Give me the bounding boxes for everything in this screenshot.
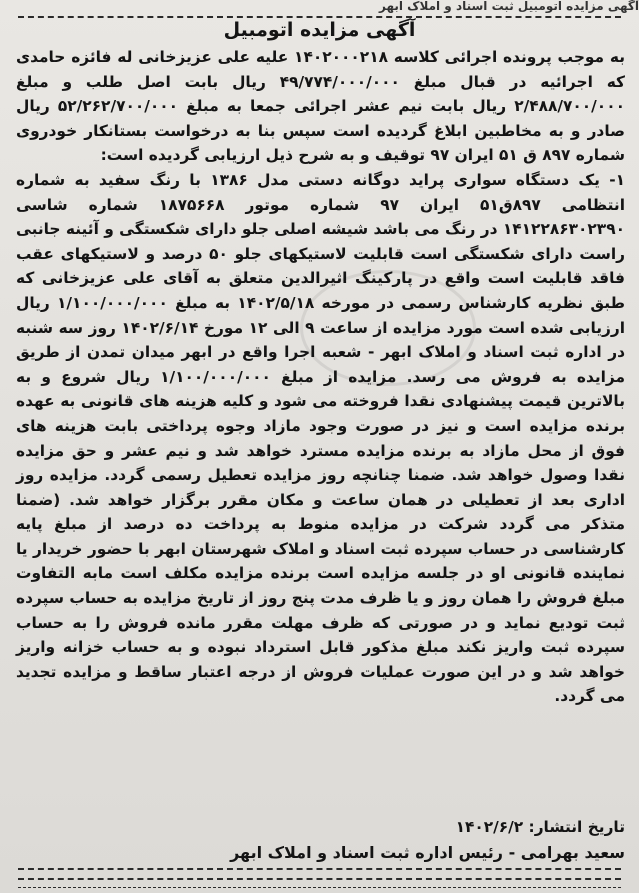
notice-body bbox=[16, 45, 625, 709]
notice-intro: به موجب پرونده اجرائی کلاسه ۱۴۰۲۰۰۰۲۱۸ علیه علی عزیزخانی له فائزه حامدی که اجرائیه در قبال مبلغ ۴۹/۷۷۴/۰۰۰/۰۰۰ ریال بابت اصل طلب و مبلغ ۲/۴۸۸/۷۰۰/۰۰۰ ریال بابت نیم عشر اجرائی جمعا به مبلغ ۵۲/۲۶۲/۷۰۰/۰۰۰ ریال صادر و به مخاطبین ابلاغ گردیده است سپس بنا به درخواست بستانکار خودروی شماره ۸۹۷ ق ۵۱ ایران ۹۷ توقیف و به شرح ذیل ارزیابی گردیده است: bbox=[16, 48, 625, 165]
publish-date: تاریخ انتشار: ۱۴۰۲/۶/۲ bbox=[455, 818, 625, 836]
bottom-divider-1 bbox=[18, 868, 621, 870]
cropped-header-strip: آگهی مزایده اتومبیل ثبت اسناد و املاک ابهر bbox=[379, 0, 639, 13]
notice-title: آگهی مزایده اتومبیل bbox=[223, 19, 416, 41]
notice-item-1: ۱- یک دستگاه سواری پراید دوگانه دستی مدل ۱۳۸۶ با رنگ سفید به شماره انتظامی ۸۹۷ق۵۱ ایران ۹۷ شماره موتور ۱۸۷۵۶۶۸ شماره شاسی ۱۴۱۲۲۸۶۳۰۲۳۹۰ در رنگ می باشد شیشه اصلی جلو دارای شکستگی و آئینه جانبی راست دارای شکستگی است قابلیت لاستیکهای جلو ۵۰ درصد و لاستیکهای عقب فاقد قابلیت است واقع در پارکینگ اثیرالدین متعلق به آقای علی عزیزخانی که طبق نظریه کارشناس رسمی در مورخه ۱۴۰۲/۵/۱۸ به مبلغ ۱/۱۰۰/۰۰۰/۰۰۰ ریال ارزیابی شده است مورد مزایده از ساعت ۹ الی ۱۲ مورخ ۱۴۰۲/۶/۱۴ روز سه شنبه در اداره ثبت اسناد و املاک ابهر - شعبه اجرا واقع در ابهر میدان تمدن از طریق مزایده به فروش می رسد. مزایده از مبلغ ۱/۱۰۰/۰۰۰/۰۰۰ ریال شروع و به بالاترین قیمت پیشنهادی نقدا فروخته می شود و کلیه هزینه های قانونی به عهده برنده مزایده است و نیز در صورت وجود مازاد وجوه پرداختی بابت هزینه های فوق از محل مازاد به برنده مزایده مسترد خواهد شد و نیم عشر و حق مزایده نقدا وصول خواهد شد. ضمنا چنانچه روز مزایده تعطیل رسمی گردد. مزایده روز اداری بعد از تعطیلی در همان ساعت و مکان مقرر برگزار خواهد شد. (ضمنا متذکر می گردد شرکت در مزایده منوط به پرداخت ده درصد از مبلغ پایه کارشناسی در حساب سپرده ثبت اسناد و املاک شهرستان ابهر با حضور خریدار یا نماینده قانونی او در جلسه مزایده است برنده مزایده مکلف است مابه التفاوت مبلغ فروش را همان روز و یا ظرف مدت پنج روز از تاریخ مزایده به حساب سپرده ثبت تودیع نماید و در صورتی که ظرف مهلت مقرر مانده فروش را به حساب سپرده ثبت واریز نکند مبلغ مذکور قابل استرداد نبوده و به حساب خزانه واریز خواهد شد و در این صورت عملیات فروش از درجه اعتبار ساقط و مزایده تجدید می گردد. bbox=[16, 170, 626, 706]
bottom-divider-3 bbox=[18, 887, 621, 888]
bottom-divider-2 bbox=[18, 878, 621, 880]
signature-line: سعید بهرامی - رئیس اداره ثبت اسناد و املاک ابهر bbox=[230, 843, 625, 862]
